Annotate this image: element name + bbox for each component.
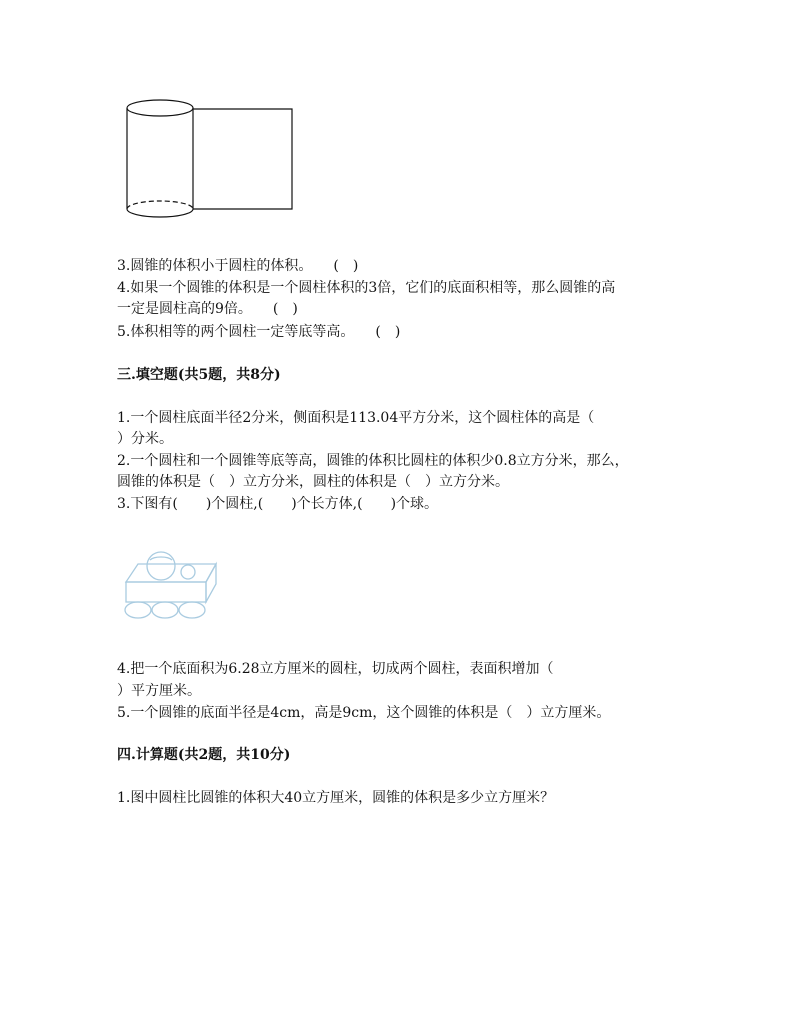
fill-item-4-line2: ）平方厘米。 bbox=[117, 683, 201, 699]
wheel-2 bbox=[152, 602, 178, 618]
lateral-rectangle bbox=[193, 109, 292, 209]
judgment-item-5: 5.体积相等的两个圆柱一定等底等高。 ( ) bbox=[117, 324, 401, 340]
cylinder-top-ellipse bbox=[127, 100, 193, 116]
fill-item-2-line1: 2.一个圆柱和一个圆锥等底等高，圆锥的体积比圆柱的体积少0.8立方分米，那么， bbox=[117, 453, 629, 469]
fill-section-title: 三.填空题(共5题，共8分) bbox=[117, 367, 281, 383]
toy-solids-figure bbox=[118, 548, 222, 622]
calc-item-1: 1.图中圆柱比圆锥的体积大40立方厘米，圆锥的体积是多少立方厘米？ bbox=[117, 790, 555, 806]
cuboid-side bbox=[206, 564, 216, 602]
fill-item-5: 5.一个圆锥的底面半径是4cm，高是9cm，这个圆锥的体积是（ ）立方厘米。 bbox=[117, 705, 611, 721]
wheel-3 bbox=[179, 602, 205, 618]
cuboid-front bbox=[126, 582, 206, 602]
fill-item-4-line1: 4.把一个底面积为6.28立方厘米的圆柱，切成两个圆柱，表面积增加（ bbox=[117, 661, 554, 677]
fill-item-1-line2: ）分米。 bbox=[117, 431, 173, 447]
fill-item-3: 3.下图有( )个圆柱,( )个长方体,( )个球。 bbox=[117, 496, 439, 512]
judgment-item-3: 3.圆锥的体积小于圆柱的体积。 ( ) bbox=[117, 258, 359, 274]
small-sphere bbox=[181, 565, 195, 579]
cylinder-unrolled-figure bbox=[124, 98, 296, 220]
cylinder-bottom-front-arc bbox=[127, 209, 193, 217]
calc-section-title: 四.计算题(共2题，共10分) bbox=[117, 747, 291, 763]
fill-item-2-line2: 圆锥的体积是（ ）立方分米，圆柱的体积是（ ）立方分米。 bbox=[117, 474, 509, 490]
wheel-1 bbox=[125, 602, 151, 618]
fill-item-1-line1: 1.一个圆柱底面半径2分米，侧面积是113.04平方分米，这个圆柱体的高是（ bbox=[117, 410, 595, 426]
judgment-item-4-line1: 4.如果一个圆锥的体积是一个圆柱体积的3倍，它们的底面积相等，那么圆锥的高 bbox=[117, 280, 616, 296]
cuboid-top bbox=[126, 564, 216, 582]
cylinder-bottom-back-arc bbox=[127, 201, 193, 209]
big-sphere bbox=[147, 552, 175, 580]
judgment-item-4-line2: 一定是圆柱高的9倍。 ( ) bbox=[117, 301, 298, 317]
